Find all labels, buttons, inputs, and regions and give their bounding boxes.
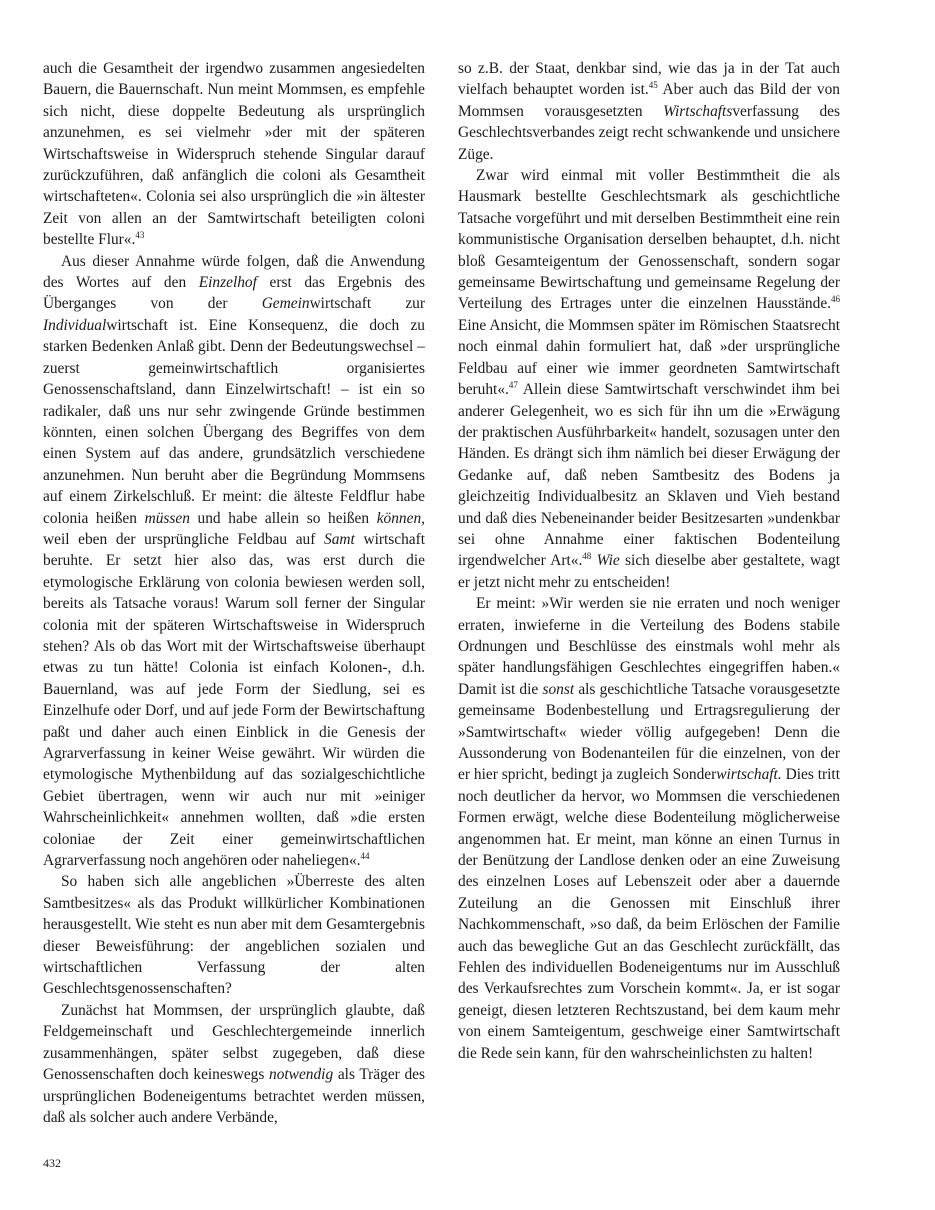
paragraph-text: weil eben der ursprüngliche Feldbau auf xyxy=(43,530,324,548)
emphasis: sonst xyxy=(542,680,575,698)
paragraph-text: wirtschaft ist. Eine Konsequenz, die doch zu starken Bedenken Anlaß gibt. Denn der Bedeutungswechsel – zuerst gemeinwirtschaftlich organisiertes Genossenschaftsland, dann Einzelwirtschaft! – ist ein so radikaler, daß uns nur sehr zwingende Gründe bestimmen könnten, einen solchen Übergang des Begriffes von dem einen System auf das andere, grundsätzlich verschiedene anzunehmen. Nun beruht aber die Begründung Mommsens auf einem Zirkelschluß. Er meint: die älteste Feldflur habe colonia heißen xyxy=(43,316,425,527)
paragraph xyxy=(43,58,425,251)
emphasis: Individual xyxy=(43,316,107,334)
footnote-ref: 48 xyxy=(582,551,592,562)
footnote-ref: 43 xyxy=(135,230,145,241)
paragraph-text: als geschichtliche Tatsache vorausgesetzte gemeinsame Bodenbestellung und Ertragsregulierung der »Samtwirtschaft« wieder völlig aufgegeben! Denn die Aussonderung von Bodenanteilen für die einzelnen, von der er hier spricht, bedingt ja zugleich Sonder xyxy=(458,680,840,784)
footnote-ref: 44 xyxy=(360,851,370,862)
emphasis: wirtschaft. xyxy=(716,766,782,784)
footnote-ref: 45 xyxy=(648,80,658,91)
emphasis: können, xyxy=(376,509,425,527)
paragraph: So haben sich alle angeblichen »Überreste des alten Samtbesitzes« als das Produkt willkürlicher Kombinationen herausgestellt. Wie steht es nun aber mit dem Gesamtergebnis dieser Beweisführung: der angeblichen sozialen und wirtschaftlichen Verfassung der alten Geschlechtsgenossenschaften? xyxy=(43,873,425,998)
paragraph xyxy=(43,251,425,872)
footnote-ref: 47 xyxy=(508,380,518,391)
paragraph-text: Er meint: »Wir werden sie nie erraten und noch weniger erraten, inwieferne in die Verteilung des Bodens stabile Ordnungen und Beschlüsse des einstmals wohl mehr als später handlungsfähigen Geschlechtes eingegriffen haben.« Damit ist die xyxy=(458,595,840,698)
paragraph-text: wirtschaft zur xyxy=(309,295,425,313)
footnote-ref: 46 xyxy=(831,294,840,305)
paragraph-text: erst das Ergebnis des Überganges von der xyxy=(43,274,425,313)
left-column xyxy=(43,58,425,1128)
right-column xyxy=(458,58,840,1064)
emphasis: Samt xyxy=(324,530,355,548)
emphasis: Gemein xyxy=(261,295,310,313)
paragraph xyxy=(458,593,840,1064)
paragraph-text: Zwar wird einmal mit voller Bestimmtheit die als Hausmark bestellte Geschlechtsmark als geschichtliche Tatsache vorgeführt und mit derselben Bestimmtheit eine rein kommunistische Organisation derselben behauptet, d.h. nicht bloß Gesamteigentum der Genossenschaft, sondern sogar gemeinsame Bewirtschaftung und gemeinsame Regelung der Verteilung des Ertrages unter die einzelnen Hausstände. xyxy=(458,167,840,313)
paragraph-text: auch die Gesamtheit der irgendwo zusammen angesiedelten Bauern, die Bauernschaft. Nun meint Mommsen, es empfehle sich nicht, diese doppelte Bedeutung als ursprünglich anzunehmen, es sei vielmehr »der mit der späteren Wirtschaftsweise in Widerspruch stehende Singular darauf zurückzuführen, daß anfänglich die coloni als Gesamtheit wirtschafteten«. Colonia sei also ursprünglich die »in ältester Zeit von allen an der Samtwirtschaft beteiligten coloni bestellte Flur«. xyxy=(43,60,425,249)
emphasis: müssen xyxy=(144,509,190,527)
paragraph-text: Allein diese Samtwirtschaft verschwindet ihm bei anderer Gelegenheit, wo es sich für ihn um die »Erwägung der praktischen Ausführbarkeit« handelt, sozusagen unter den Händen. Es drängt sich ihm nämlich bei dieser Erwägung der Gedanke auf, daß neben Samtbesitz des Bodens ja gleichzeitig Individualbesitz an Sklaven und Vieh bestand und daß dies Nebeneinander beider Besitzesarten »undenkbar sei ohne Annahme einer faktischen Bodenteilung irgendwelcher Art«. xyxy=(458,381,840,570)
emphasis: Wirtschafts xyxy=(663,102,733,120)
paragraph-text: sich dieselbe aber gestaltete, wagt er jetzt nicht mehr zu entscheiden! xyxy=(458,552,840,591)
paragraph-text: als Träger des ursprünglichen Bodeneigentums betrachtet werden müssen, daß als solcher auch andere Verbände, xyxy=(43,1066,425,1126)
paragraph-text: Dies tritt noch deutlicher da hervor, wo Mommsen die verschiedenen Formen erwägt, welche diese Bodenteilung möglicherweise angenommen hat. Er meint, man könne an einen Turnus in der Benützung der Landlose denken oder an eine Zuweisung des einzelnen Loses auf Lebenszeit oder aber a dauernde Zuteilung an die Genossen mit Einschluß ihrer Nachkommenschaft, »so daß, da beim Erlöschen der Familie auch das bewegliche Gut an das Geschlecht zurückfällt, das Fehlen des individuellen Bodeneigentums nur im Ausschluß des Verkaufsrechtes zum Vorschein kommt«. Ja, er ist sogar geneigt, diesen letzteren Rechtszustand, bei dem kaum mehr von einem Samteigentum, geschweige einer Samtwirtschaft die Rede sein kann, für den wahrscheinlichsten zu halten! xyxy=(458,766,840,1062)
paragraph-text: Zunächst hat Mommsen, der ursprünglich glaubte, daß Feldgemeinschaft und Geschlechtergemeinde innerlich zusammenhängen, später selbst zugegeben, daß diese Genossenschaften doch keineswegs xyxy=(43,1001,425,1084)
emphasis: Wie xyxy=(596,552,620,570)
page-number: 432 xyxy=(43,1156,61,1170)
paragraph xyxy=(458,58,840,165)
paragraph xyxy=(458,165,840,593)
emphasis: Einzelhof xyxy=(198,274,257,292)
paragraph-text: Eine Ansicht, die Mommsen später im Römischen Staatsrecht noch einmal dahin formuliert hat, daß »der ursprüngliche Feldbau auf einer wie immer geordneten Samtwirtschaft beruht«. xyxy=(458,316,840,399)
paragraph-text: Aus dieser Annahme würde folgen, daß die Anwendung des Wortes auf den xyxy=(43,252,425,292)
paragraph-text: Aber auch das Bild der von Mommsen vorausgesetzten xyxy=(458,81,840,120)
paragraph-text: wirtschaft beruhte. Er setzt hier also das, was erst durch die etymologische Erklärung von colonia bewiesen werden soll, bereits als Tatsache voraus! Warum soll ferner der Singular colonia mit der späteren Wirtschaftsweise in Widerspruch stehen? Als ob das Wort mit der Wirtschaftsweise überhaupt etwas zu tun hätte! Colonia ist einfach Kolonen-, d.h. Bauernland, was auf jede Form der Siedlung, sei es Einzelhufe oder Dorf, und auf jede Form der Bewirtschaftung paßt und daher auch einen Einblick in die Genesis der Agrarverfassung in keiner Weise gewährt. Wir würden die etymologische Mythenbildung auf das sozialgeschichtliche Gebiet übertragen, wenn wir auch nur mit »einiger Wahrscheinlichkeit« annehmen wollten, daß »die ersten coloniae der Zeit einer gemeinwirtschaftlichen Agrarverfassung noch angehören oder naheliegen«. xyxy=(43,530,425,870)
paragraph-text: so z.B. der Staat, denkbar sind, wie das ja in der Tat auch vielfach behauptet worden ist. xyxy=(458,60,840,99)
emphasis: notwendig xyxy=(269,1066,334,1084)
paragraph-text: und habe allein so heißen xyxy=(189,509,377,527)
paragraph xyxy=(43,1000,425,1128)
paragraph-text: verfassung des Geschlechtsverbandes zeigt recht schwankende und unsichere Züge. xyxy=(458,102,840,163)
